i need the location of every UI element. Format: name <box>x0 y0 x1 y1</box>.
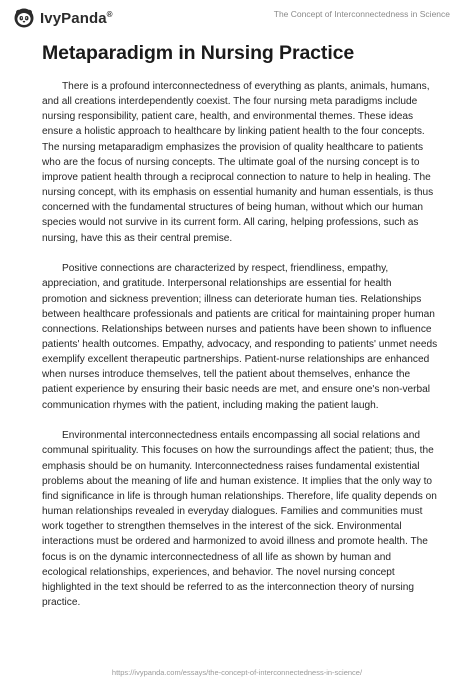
paragraph: There is a profound interconnectedness of everything as plants, animals, humans, and all creations interdependently coexist. The four nursing meta paradigms include nursing responsibility, patient care, health, and environmental themes. These ideas ensure a holistic approach to healthcare by linking patient health to the four concepts. The nursing metaparadigm emphasizes the provision of quality healthcare to patients who are the focus of nursing concepts. The ultimate goal of the nursing concept is to improve patient health through a reciprocal connection to nature to help in healing. The nursing concept, with its emphasis on essential humanity and human essentials, is thus concerned with the fundamental structures of being human, without which our human species would not survive in its current form. All caring, helping professions, such as nursing, have this as their central premise. <box>42 81 434 244</box>
page-header <box>0 0 474 36</box>
article-body <box>42 79 438 626</box>
paragraph: Positive connections are characterized by respect, friendliness, empathy, appreciation, and gratitude. Interpersonal relationships are essential for health promotion and sickness prevention; illness can deteriorate human ties. Relationships between healthcare professionals and patients are critical for maintaining proper human connections. Relationships between nurses and patients have been shown to influence patients' health outcomes. Empathy, advocacy, and responding to patients' unmet needs exemplify excellent therapeutic partnerships. Patient-nurse relationships are enhanced when nurses introduce themselves, tell the patient about themselves, enhance the patient experience by ensuring their basic needs are met, and ensure one's non-verbal communication rhymes with the patient, including making the patient laugh. <box>42 263 438 411</box>
ivypanda-logo[interactable] <box>14 8 113 28</box>
panda-logo-icon <box>14 8 34 28</box>
article-title: Metaparadigm in Nursing Practice <box>42 42 355 64</box>
registered-mark: ® <box>106 9 113 19</box>
footer-url[interactable]: https://ivypanda.com/essays/the-concept-of-interconnectedness-in-science/ <box>111 668 363 677</box>
paragraph: Environmental interconnectedness entails encompassing all social relations and communal spirituality. This focuses on how the surroundings affect the patient; thus, the emphasis should be on humanity. Interconnectedness raises fundamental existential problems about the meaning of life and human existence. It implies that the only way to find significance in life is through human relationships. Therefore, life quality depends on human relationships revealed in everyday dialogues. Families and communities must work together to strengthen themselves in the interest of the sick. Environmental interactions must be ordered and harmonized to avoid illness and promote health. The focus is on the dynamic interconnectedness of all life as shown by human and ecological relationships, experiences, and behavior. The novel nursing concept highlighted in the text should be referred to as the interconnection theory of nursing practice. <box>42 430 437 608</box>
document-title: The Concept of Interconnectedness in Science <box>273 9 450 19</box>
brand-name-text: IvyPanda <box>40 9 107 27</box>
brand-name <box>40 10 113 27</box>
